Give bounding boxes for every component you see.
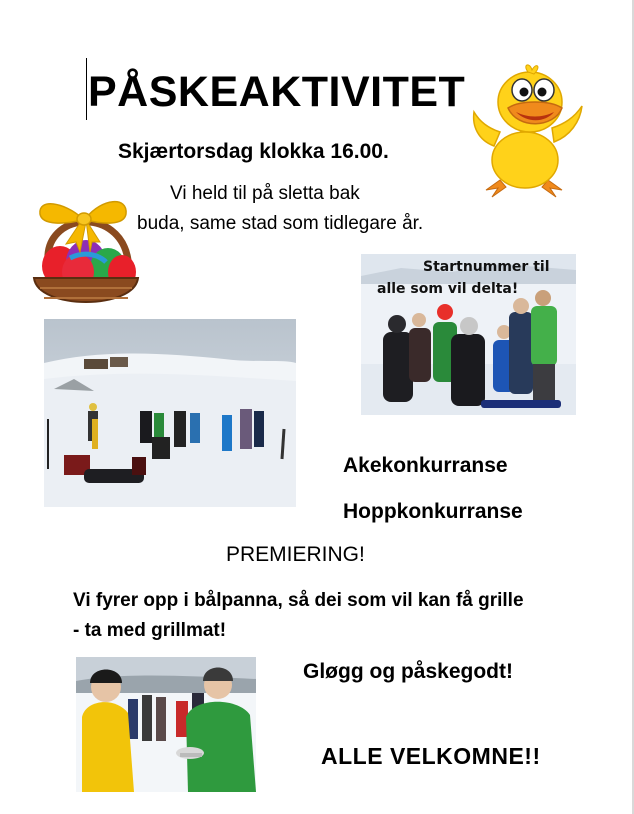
- text-cursor: [86, 58, 87, 120]
- easter-chick-clipart: [470, 62, 588, 204]
- two-skiers-photo: [76, 657, 256, 792]
- snow-field-photo: [44, 319, 296, 507]
- photo-caption-line-1: Startnummer til: [423, 259, 550, 275]
- poster-title: PÅSKEAKTIVITET: [88, 68, 466, 116]
- photo-caption: [377, 256, 550, 300]
- jumping-competition: Hoppkonkurranse: [343, 500, 523, 523]
- welcome-line: ALLE VELKOMNE!!: [321, 743, 541, 769]
- grill-line-2: - ta med grillmat!: [73, 620, 227, 641]
- grill-line-1: Vi fyrer opp i bålpanna, så dei som vil kan få grille: [73, 590, 524, 611]
- prizes-announcement: PREMIERING!: [226, 543, 365, 566]
- photo-caption-line-2: alle som vil delta!: [377, 281, 519, 297]
- date-time-heading: Skjærtorsdag klokka 16.00.: [118, 140, 389, 163]
- easter-basket-clipart: [30, 192, 142, 314]
- location-line-2: buda, same stad som tidlegare år.: [137, 213, 424, 234]
- location-line-1: Vi held til på sletta bak: [170, 183, 360, 204]
- sledding-competition: Akekonkurranse: [343, 454, 508, 477]
- treats-line: Gløgg og påskegodt!: [303, 660, 513, 683]
- start-number-photo: [361, 254, 576, 415]
